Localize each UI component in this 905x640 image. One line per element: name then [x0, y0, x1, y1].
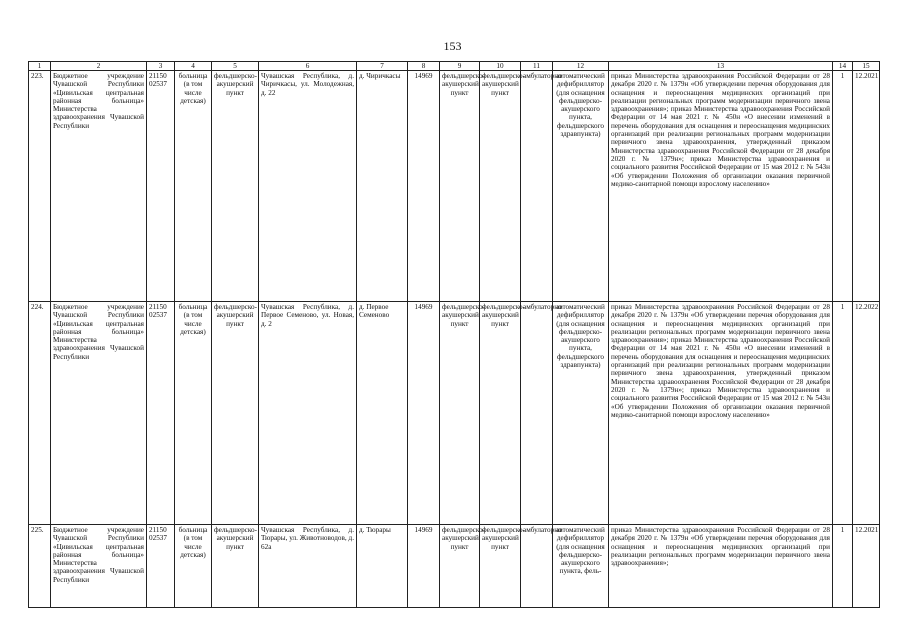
- column-header: 7: [357, 62, 408, 71]
- code-cell: 21150 02537: [147, 302, 175, 525]
- unit-cell: фельдшерско-акушерский пункт: [212, 525, 259, 608]
- care-mode-cell: амбулаторно: [521, 302, 553, 525]
- care-mode-cell: амбулаторно: [521, 525, 553, 608]
- page-number: 153: [443, 39, 462, 53]
- column-9-cell: фельдшерско-акушерский пункт: [440, 525, 480, 608]
- row-number: 223.: [29, 71, 51, 302]
- column-header: 1: [29, 62, 51, 71]
- column-header: 11: [521, 62, 553, 71]
- equipment-cell: автоматический дефибриллятор (для оснащения фельдшерско-акушерского пункта, фель-: [553, 525, 609, 608]
- column-header: 12: [553, 62, 609, 71]
- column-header: 13: [609, 62, 833, 71]
- equipment-cell: автоматический дефибриллятор (для оснащения фельдшерско-акушерского пункта, фельдшерского здравпункта): [553, 302, 609, 525]
- column-header: 5: [212, 62, 259, 71]
- quantity-cell: 1: [833, 71, 853, 302]
- column-10-cell: фельдшерско-акушерский пункт: [480, 302, 521, 525]
- date-cell: 12.2021: [853, 525, 880, 608]
- equipment-cell: автоматический дефибриллятор (для оснащения фельдшерско-акушерского пункта, фельдшерского здравпункта): [553, 71, 609, 302]
- facility-type-cell: больница (в том числе детская): [175, 302, 212, 525]
- legal-basis-cell: приказ Министерства здравоохранения Российской Федерации от 28 декабря 2020 г. № 1379н «Об утверждении перечня оборудования для оснащения и переоснащения медицинских организаций при реализации региональных программ модернизации первичного звена здравоохранения»;: [609, 525, 833, 608]
- header-row: [29, 62, 880, 71]
- unit-cell: фельдшерско-акушерский пункт: [212, 302, 259, 525]
- column-header: 3: [147, 62, 175, 71]
- organization-cell: Бюджетное учреждение Чувашской Республики «Цивильская центральная районная больница» Министерства здравоохранения Чувашской Республики: [51, 525, 147, 608]
- code-cell: 21150 02537: [147, 71, 175, 302]
- column-header: 9: [440, 62, 480, 71]
- settlement-cell: д. Первое Семеново: [357, 302, 408, 525]
- facility-type-cell: больница (в том числе детская): [175, 525, 212, 608]
- column-9-cell: фельдшерско-акушерский пункт: [440, 302, 480, 525]
- code-cell: 21150 02537: [147, 525, 175, 608]
- address-cell: Чувашская Республика, д. Чиричкасы, ул. Молодежная, д. 22: [259, 71, 357, 302]
- facility-type-cell: больница (в том числе детская): [175, 71, 212, 302]
- table-row: [29, 71, 880, 302]
- legal-basis-cell: приказ Министерства здравоохранения Российской Федерации от 28 декабря 2020 г. № 1379н «Об утверждении перечня оборудования для оснащения и переоснащения медицинских организаций при реализации региональных программ модернизации первичного звена здравоохранения»; приказ Министерства здравоохранения Российской Федерации от 14 мая 2021 г. № 450н «О внесении изменений в перечень оборудования для оснащения и переоснащения медицинских организаций при реализации региональных программ модернизации первичного звена здравоохранения, утвержденный приказом Министерства здравоохранения Российской Федерации от 28 декабря 2020 г. № 1379н»; приказ Министерства здравоохранения и социального развития Российской Федерации от 15 мая 2012 г. № 543н «Об утверждении Положения об организации оказания первичной медико-санитарной помощи взрослому населению»: [609, 302, 833, 525]
- organization-cell: Бюджетное учреждение Чувашской Республики «Цивильская центральная районная больница» Министерства здравоохранения Чувашской Республики: [51, 71, 147, 302]
- date-cell: 12.2022: [853, 302, 880, 525]
- row-number: 224.: [29, 302, 51, 525]
- quantity-cell: 1: [833, 302, 853, 525]
- unit-cell: фельдшерско-акушерский пункт: [212, 71, 259, 302]
- table-row: [29, 302, 880, 525]
- column-header: 14: [833, 62, 853, 71]
- address-cell: Чувашская Республика, д. Первое Семеново, ул. Новая, д. 2: [259, 302, 357, 525]
- settlement-cell: д. Чиричкасы: [357, 71, 408, 302]
- oktmo-cell: 14969: [408, 525, 440, 608]
- organization-cell: Бюджетное учреждение Чувашской Республики «Цивильская центральная районная больница» Министерства здравоохранения Чувашской Республики: [51, 302, 147, 525]
- date-cell: 12.2021: [853, 71, 880, 302]
- care-mode-cell: амбулаторно: [521, 71, 553, 302]
- table-row: [29, 525, 880, 608]
- column-10-cell: фельдшерско-акушерский пункт: [480, 525, 521, 608]
- column-header: 8: [408, 62, 440, 71]
- column-header: 6: [259, 62, 357, 71]
- column-10-cell: фельдшерско-акушерский пункт: [480, 71, 521, 302]
- quantity-cell: 1: [833, 525, 853, 608]
- column-header: 4: [175, 62, 212, 71]
- address-cell: Чувашская Республика, д. Тюрары, ул. Животноводов, д. 62а: [259, 525, 357, 608]
- equipment-table: [28, 61, 880, 608]
- column-header: 15: [853, 62, 880, 71]
- row-number: 225.: [29, 525, 51, 608]
- oktmo-cell: 14969: [408, 302, 440, 525]
- column-header: 2: [51, 62, 147, 71]
- column-header: 10: [480, 62, 521, 71]
- oktmo-cell: 14969: [408, 71, 440, 302]
- column-9-cell: фельдшерско-акушерский пункт: [440, 71, 480, 302]
- settlement-cell: д. Тюрары: [357, 525, 408, 608]
- legal-basis-cell: приказ Министерства здравоохранения Российской Федерации от 28 декабря 2020 г. № 1379н «Об утверждении перечня оборудования для оснащения и переоснащения медицинских организаций при реализации региональных программ модернизации первичного звена здравоохранения»; приказ Министерства здравоохранения Российской Федерации от 14 мая 2021 г. № 450н «О внесении изменений в перечень оборудования для оснащения и переоснащения медицинских организаций при реализации региональных программ модернизации первичного звена здравоохранения, утвержденный приказом Министерства здравоохранения Российской Федерации от 28 декабря 2020 г. № 1379н»; приказ Министерства здравоохранения и социального развития Российской Федерации от 15 мая 2012 г. № 543н «Об утверждении Положения об организации оказания первичной медико-санитарной помощи взрослому населению»: [609, 71, 833, 302]
